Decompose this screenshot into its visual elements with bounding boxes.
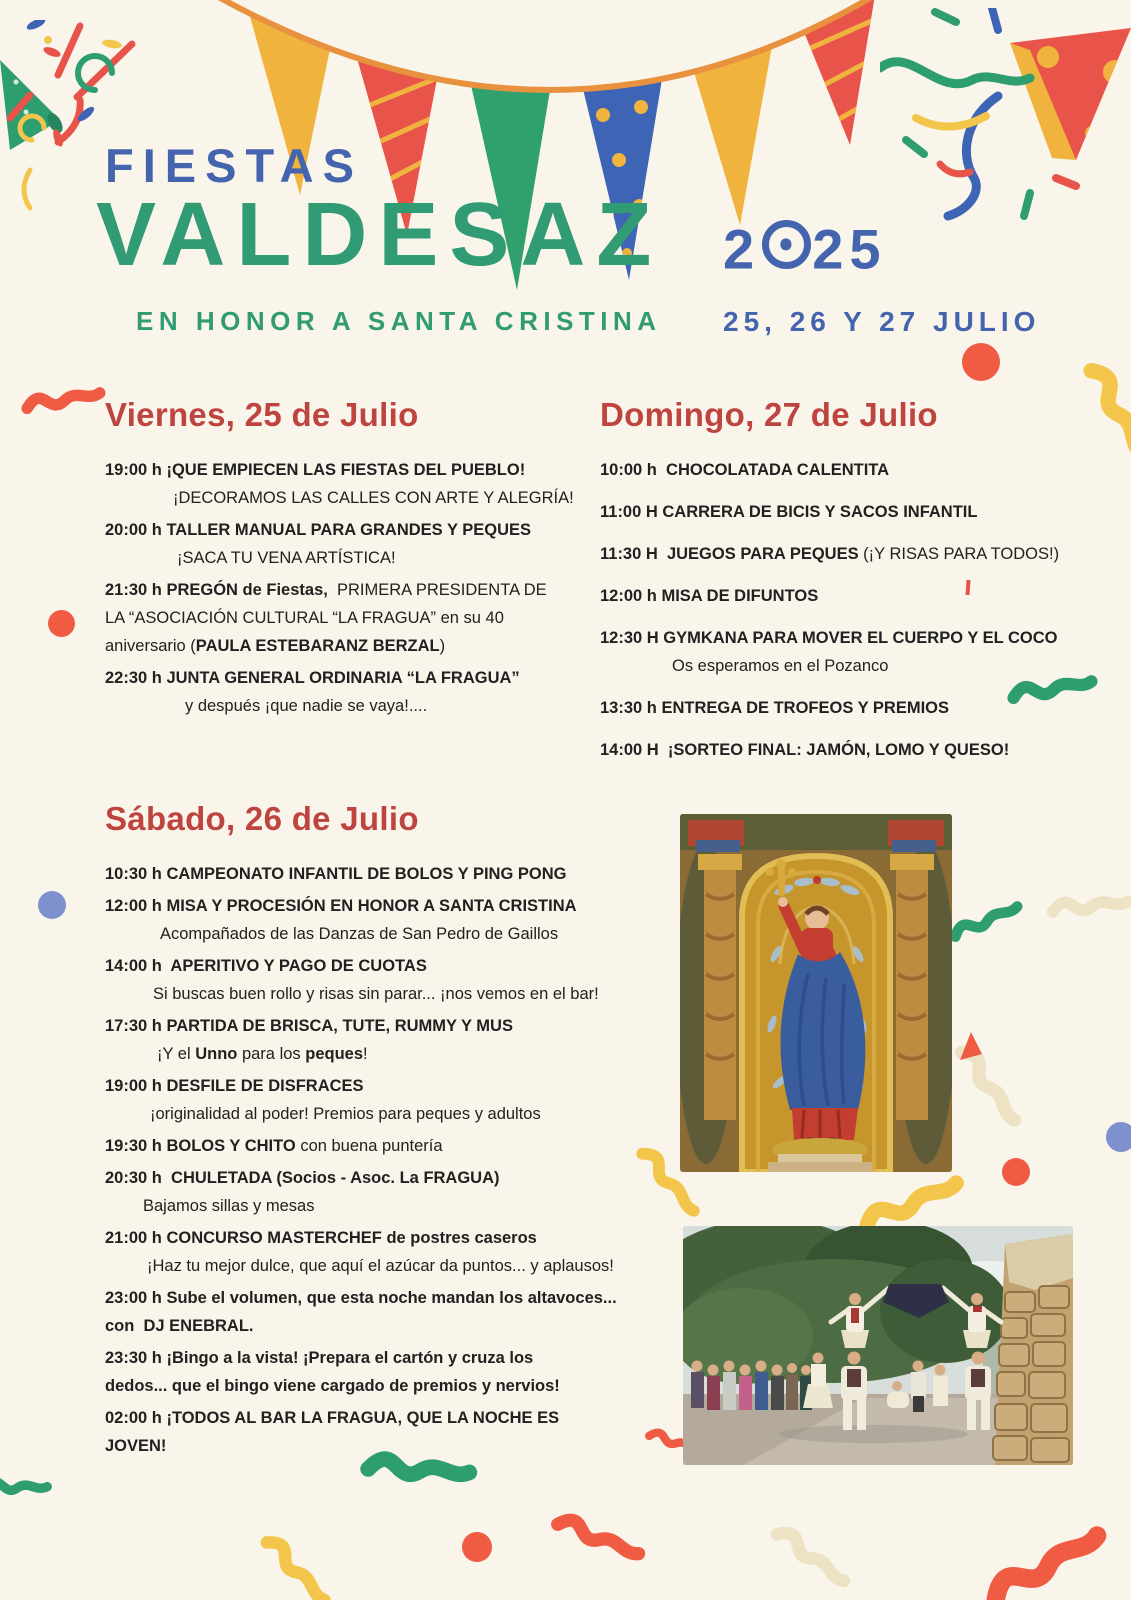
event: 23:00 h Sube el volumen, que esta noche mandan los altavoces... con DJ ENEBRAL.	[105, 1289, 617, 1335]
event: 12:00 h MISA Y PROCESIÓN EN HONOR A SANTA CRISTINA Acompañados de las Danzas de San Pedro de Gaillos	[105, 897, 577, 943]
event: 11:00 H CARRERA DE BICIS Y SACOS INFANTIL	[600, 503, 978, 521]
event: 10:30 h CAMPEONATO INFANTIL DE BOLOS Y PING PONG	[105, 865, 567, 883]
confetti-dot-red	[962, 343, 1000, 381]
saturday-event-list	[105, 860, 690, 1460]
event: 12:30 H GYMKANA PARA MOVER EL CUERPO Y EL COCO Os esperamos en el Pozanco	[600, 629, 1058, 675]
confetti-dot-red	[48, 610, 75, 637]
friday-event-list	[105, 456, 590, 720]
year: 2 25	[723, 217, 887, 281]
section-sunday	[600, 396, 1070, 778]
event: 14:00 h APERITIVO Y PAGO DE CUOTAS Si buscas buen rollo y risas sin parar... ¡nos vemos en el bar!	[105, 957, 599, 1003]
event: 19:00 h DESFILE DE DISFRACES ¡originalidad al poder! Premios para peques y adultos	[105, 1077, 541, 1123]
event: 19:30 h BOLOS Y CHITO con buena puntería	[105, 1137, 443, 1155]
event: 22:30 h JUNTA GENERAL ORDINARIA “LA FRAGUA” y después ¡que nadie se vaya!....	[105, 669, 520, 715]
confetti-triangle-red	[960, 1032, 982, 1060]
event: 20:00 h TALLER MANUAL PARA GRANDES Y PEQUES ¡SACA TU VENA ARTÍSTICA!	[105, 521, 532, 567]
ribbon-green-icon	[0, 1447, 58, 1529]
party-popper-right-icon	[880, 8, 1131, 243]
subtitle-honor: EN HONOR A SANTA CRISTINA	[136, 306, 662, 336]
ribbon-cream-icon	[766, 1508, 854, 1600]
title-valdesaz: VALDESAZ	[96, 185, 663, 285]
ribbon-yellow-icon	[255, 1520, 335, 1600]
ribbon-red-icon	[17, 357, 109, 446]
dates: 25, 26 Y 27 JULIO	[723, 306, 1041, 337]
dotted-zero-glyph	[762, 220, 811, 269]
ribbon-yellow-icon	[1079, 353, 1131, 472]
event: 17:30 h PARTIDA DE BRISCA, TUTE, RUMMY Y MUS ¡Y el Unno para los peques!	[105, 1017, 513, 1063]
event: 12:00 h MISA DE DIFUNTOS	[600, 587, 819, 605]
title-fiestas: FIESTAS	[105, 139, 363, 192]
event: 20:30 h CHULETADA (Socios - Asoc. La FRAGUA) Bajamos sillas y mesas	[105, 1169, 500, 1215]
ribbon-red-icon	[975, 1522, 1118, 1600]
folk-dancers-photo	[683, 1226, 1073, 1465]
event: 19:00 h ¡QUE EMPIECEN LAS FIESTAS DEL PUEBLO! ¡DECORAMOS LAS CALLES CON ARTE Y ALEGRÍA!	[105, 461, 574, 507]
event: 21:00 h CONCURSO MASTERCHEF de postres caseros ¡Haz tu mejor dulce, que aquí el azúcar da puntos... y aplausos!	[105, 1229, 614, 1275]
event: 14:00 H ¡SORTEO FINAL: JAMÓN, LOMO Y QUESO!	[600, 741, 1010, 759]
santa-cristina-altar-photo	[680, 814, 952, 1172]
confetti-dot-red	[1002, 1158, 1030, 1186]
confetti-dot-red	[462, 1532, 492, 1562]
saturday-header: Sábado, 26 de Julio	[105, 800, 419, 837]
event: 13:30 h ENTREGA DE TROFEOS Y PREMIOS	[600, 699, 950, 717]
sunday-header: Domingo, 27 de Julio	[600, 396, 938, 433]
section-friday	[105, 396, 590, 724]
event: 10:00 h CHOCOLATADA CALENTITA	[600, 461, 890, 479]
event: 23:30 h ¡Bingo a la vista! ¡Prepara el cartón y cruza los dedos... que el bingo viene cargado de premios y nervios!	[105, 1349, 560, 1395]
ribbon-cream-icon	[1044, 876, 1131, 938]
ribbon-green-icon	[946, 894, 1027, 950]
section-saturday	[105, 800, 690, 1464]
friday-header: Viernes, 25 de Julio	[105, 396, 419, 433]
event: 02:00 h ¡TODOS AL BAR LA FRAGUA, QUE LA NOCHE ES JOVEN!	[105, 1409, 560, 1455]
confetti-dot-periwinkle	[38, 891, 66, 919]
event: 11:30 H JUEGOS PARA PEQUES (¡Y RISAS PARA TODOS!)	[600, 545, 1060, 563]
event: 21:30 h PREGÓN de Fiestas, PRIMERA PRESIDENTA DE LA “ASOCIACIÓN CULTURAL “LA FRAGUA” en su 40 aniversario (PAULA ESTEBARANZ BERZAL)	[105, 581, 547, 655]
sunday-event-list	[600, 456, 1070, 764]
confetti-dot-periwinkle	[1106, 1122, 1131, 1152]
ribbon-red-icon	[546, 1490, 650, 1588]
